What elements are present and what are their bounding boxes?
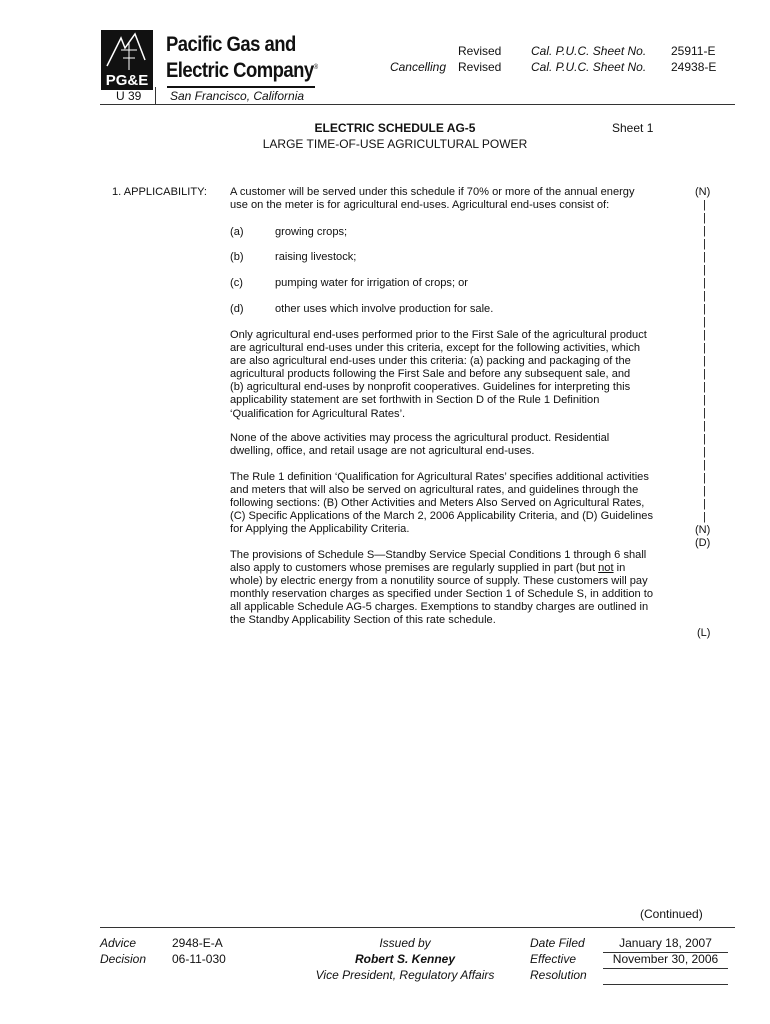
para-line: None of the above activities may process the agricultural product. Residential (230, 432, 610, 444)
issuer-name: Robert S. Kenney (354, 952, 456, 966)
change-bar-segment: | (703, 459, 706, 471)
para-line: The Rule 1 definition ‘Qualification for Agricultural Rates’ specifies additional activities (230, 471, 649, 483)
margin-mark-deleted: (D) (695, 537, 711, 549)
decision-value: 06-11-030 (172, 952, 226, 966)
continued-label: (Continued) (640, 907, 703, 921)
para-line: the Standby Applicability Section of this rate schedule. (230, 614, 496, 627)
margin-mark-new-start: (N) (695, 186, 711, 198)
para-line: whole) by electric energy from a nonutility source of supply. These customers will pay (230, 575, 648, 588)
para-line: (b) agricultural end-uses by nonprofit cooperatives. Guidelines for interpreting this (230, 381, 631, 394)
margin-change-bar (703, 199, 709, 524)
row1-sheet-number: 25911-E (671, 44, 716, 58)
paragraph-first-sale (230, 329, 647, 421)
city: San Francisco, California (170, 89, 305, 103)
change-bar-segment: | (703, 355, 706, 367)
para-line: following sections: (B) Other Activities and Meters Also Served on Agricultural Rates, (230, 497, 645, 510)
item-text-c: pumping water for irrigation of crops; or (275, 277, 468, 289)
footer-rule (100, 927, 735, 928)
change-bar-segment: | (703, 446, 706, 458)
issued-by-label: Issued by (379, 936, 431, 950)
effective-label: Effective (530, 952, 577, 966)
change-bar-segment: | (703, 316, 706, 328)
para-line: ‘Qualification for Agricultural Rates’. (230, 407, 406, 420)
para-line: Only agricultural end-uses performed prior to the First Sale of the agricultural product (230, 329, 647, 341)
item-letter-a: (a) (230, 226, 244, 238)
section-label: 1. APPLICABILITY: (112, 186, 207, 198)
company-line-2: Electric Company (166, 59, 314, 82)
sheet-number: Sheet 1 (612, 121, 654, 135)
registered-mark: ® (313, 64, 318, 71)
margin-mark-relocated: (L) (697, 627, 711, 639)
advice-label: Advice (100, 936, 137, 950)
change-bar-segment: | (703, 290, 706, 302)
paragraph-standby (230, 549, 653, 628)
pge-logo (101, 30, 153, 90)
change-bar-segment: | (703, 303, 706, 315)
para-line: are agricultural end-uses under this criteria, except for the following activities, which (230, 342, 641, 355)
change-bar-segment: | (703, 433, 706, 445)
change-bar-segment: | (703, 238, 706, 250)
change-bar-segment: | (703, 212, 706, 224)
issuer-title: Vice President, Regulatory Affairs (315, 968, 495, 982)
change-bar-segment: | (703, 342, 706, 354)
paragraph-rule-1 (230, 471, 653, 536)
change-bar-segment: | (703, 498, 706, 510)
change-bar-segment: | (703, 511, 706, 523)
item-letter-c: (c) (230, 277, 243, 289)
header-divider (155, 87, 156, 105)
change-bar-segment: | (703, 329, 706, 341)
effective-value: November 30, 2006 (603, 951, 728, 969)
margin-mark-new-end: (N) (695, 524, 711, 536)
para-text: in (613, 562, 626, 575)
para-line: The provisions of Schedule S—Standby Service Special Conditions 1 through 6 shall (230, 549, 647, 561)
change-bar-segment: | (703, 368, 706, 380)
logo-text: PG&E (105, 72, 149, 89)
pge-logo-mark (101, 30, 153, 90)
utility-code: U 39 (116, 89, 142, 103)
change-bar-segment: | (703, 420, 706, 432)
item-text-d: other uses which involve production for sale. (275, 303, 494, 315)
para-line: are also agricultural end-uses under this criteria: (a) packing and packaging of the (230, 355, 631, 368)
company-name (166, 33, 318, 82)
change-bar-segment: | (703, 277, 706, 289)
intro-line: use on the meter is for agricultural end-uses. Agricultural end-uses consist of: (230, 199, 610, 212)
change-bar-segment: | (703, 251, 706, 263)
change-bar-segment: | (703, 407, 706, 419)
advice-value: 2948-E-A (172, 936, 223, 950)
para-line (230, 562, 653, 575)
decision-label: Decision (100, 952, 147, 966)
schedule-title: ELECTRIC SCHEDULE AG-5 (314, 121, 476, 135)
change-bar-segment: | (703, 381, 706, 393)
date-filed-value: January 18, 2007 (603, 935, 728, 953)
item-text-a: growing crops; (275, 226, 348, 238)
item-letter-d: (d) (230, 303, 244, 315)
para-line: for Applying the Applicability Criteria. (230, 523, 410, 536)
para-line: all applicable Schedule AG-5 charges. Exemptions to standby charges are outlined in (230, 601, 649, 614)
date-filed-label: Date Filed (530, 936, 585, 950)
para-line: dwelling, office, and retail usage are not agricultural end-uses. (230, 445, 535, 458)
row1-status: Revised (458, 44, 502, 58)
para-text: also apply to customers whose premises are regularly supplied in part (but (230, 562, 599, 575)
para-line: monthly reservation charges as specified under Section 1 of Schedule S, in addition to (230, 588, 654, 601)
company-line-1: Pacific Gas and (166, 33, 296, 56)
change-bar-segment: | (703, 485, 706, 497)
change-bar-segment: | (703, 394, 706, 406)
underlined-word: not (598, 562, 614, 575)
intro-paragraph (230, 186, 635, 212)
row1-sheet-label: Cal. P.U.C. Sheet No. (531, 44, 647, 58)
change-bar-segment: | (703, 264, 706, 276)
change-bar-segment: | (703, 472, 706, 484)
row2-status: Revised (458, 60, 502, 74)
row2-sheet-number: 24938-E (671, 60, 717, 74)
resolution-value (603, 967, 728, 985)
header-rule (100, 104, 735, 105)
change-bar-segment: | (703, 225, 706, 237)
para-line: agricultural products following the First Sale and before any subsequent sale, and (230, 368, 631, 381)
item-text-b: raising livestock; (275, 251, 357, 263)
resolution-label: Resolution (530, 968, 587, 982)
para-line: applicability statement are set forthwith in Section D of the Rule 1 Definition (230, 394, 600, 407)
para-line: and meters that will also be served on agricultural rates, and guidelines through the (230, 484, 639, 497)
row2-action: Cancelling (389, 60, 446, 74)
schedule-subtitle: LARGE TIME-OF-USE AGRICULTURAL POWER (262, 137, 528, 151)
row2-sheet-label: Cal. P.U.C. Sheet No. (531, 60, 647, 74)
item-letter-b: (b) (230, 251, 244, 263)
change-bar-segment: | (703, 199, 706, 211)
paragraph-processing (230, 432, 609, 458)
intro-line: A customer will be served under this schedule if 70% or more of the annual energy (230, 186, 635, 198)
para-line: (C) Specific Applications of the March 2, 2006 Applicability Criteria, and (D) Guidelines (230, 510, 653, 523)
